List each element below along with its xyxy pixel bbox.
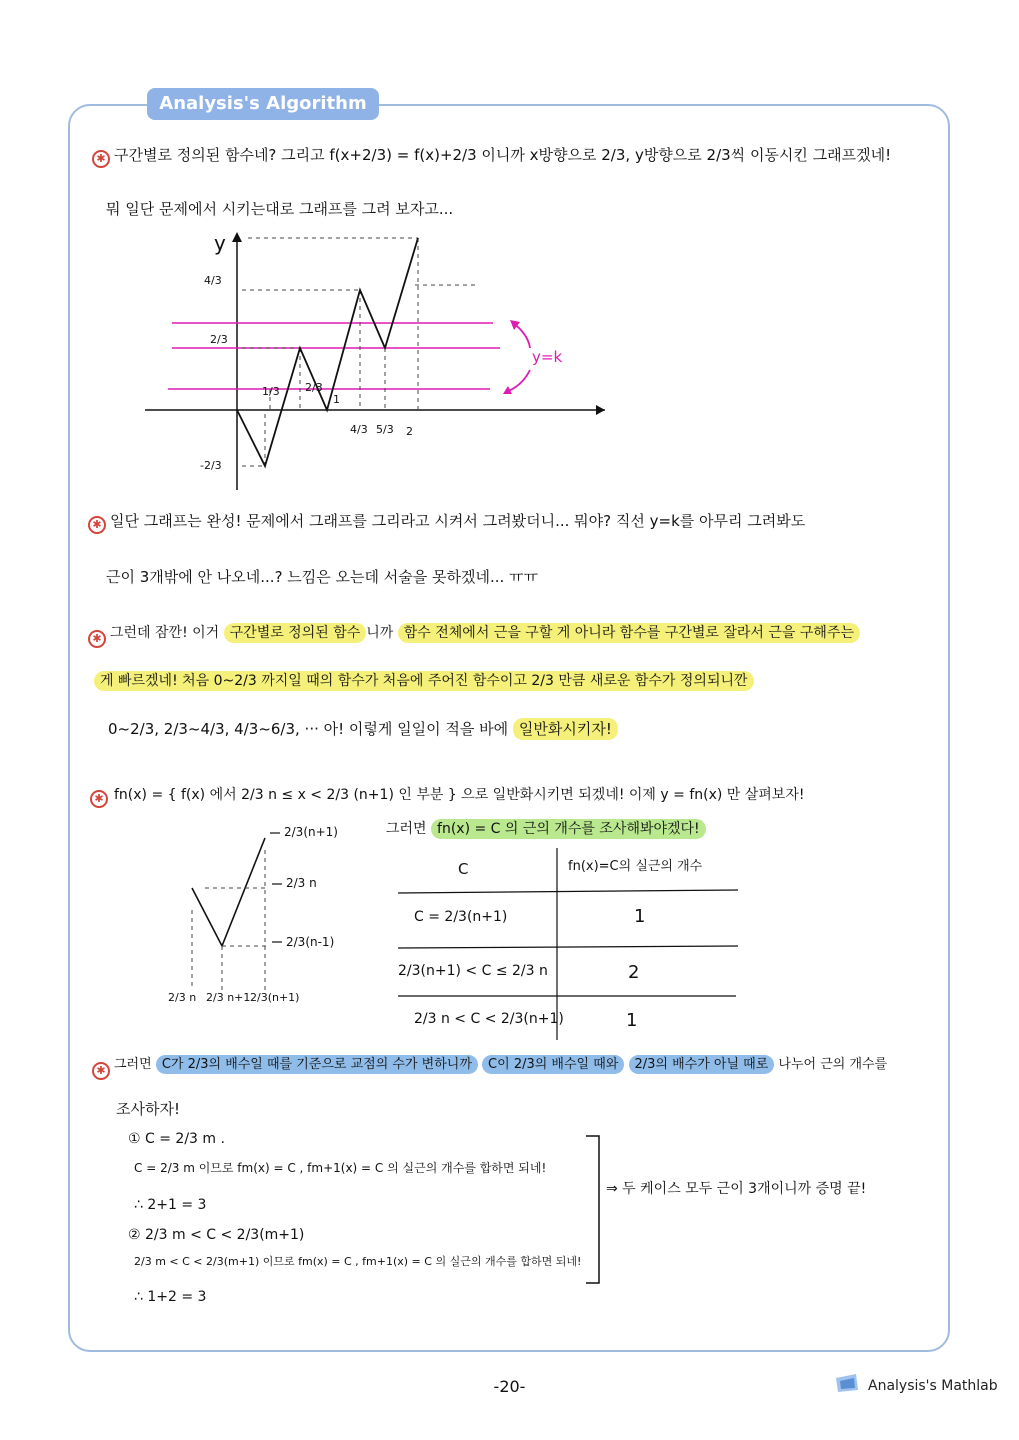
y-label-neg-2-3: -2/3 bbox=[200, 459, 222, 472]
bullet-icon: ✱ bbox=[90, 790, 108, 808]
bullet-icon: ✱ bbox=[88, 630, 106, 648]
x-label-2-3: 2/3 bbox=[305, 381, 323, 394]
text: 나누어 근의 개수를 bbox=[774, 1057, 888, 1072]
highlight-blue: C가 2/3의 배수일 때를 기준으로 교점의 수가 변하니까 bbox=[156, 1055, 478, 1074]
conclusion: ⇒ 두 케이스 모두 근이 3개이니까 증명 끝! bbox=[606, 1181, 867, 1197]
section2-line1: 일단 그래프는 완성! 문제에서 그래프를 그리라고 시켜서 그려봤더니... 뭐야? 직선 y=k를 아무리 그려봐도 bbox=[110, 512, 806, 530]
highlight-yellow: 일반화시키자! bbox=[513, 718, 618, 740]
brand-name: Analysis's Mathlab bbox=[868, 1378, 998, 1394]
highlight-blue: C이 2/3의 배수일 때와 bbox=[482, 1055, 624, 1074]
section-title-tab: Analysis's Algorithm bbox=[147, 88, 379, 120]
text: 그러면 bbox=[386, 821, 427, 837]
x-label-1: 1 bbox=[333, 393, 340, 406]
table-row-2-count: 2 bbox=[628, 962, 640, 983]
bullet-icon: ✱ bbox=[88, 516, 106, 534]
y-label-4-3: 4/3 bbox=[204, 274, 222, 287]
case1-title: ① C = 2/3 m . bbox=[128, 1131, 225, 1147]
mini-label-top: 2/3(n+1) bbox=[284, 825, 338, 839]
section1-line2: 뭐 일단 문제에서 시키는대로 그래프를 그려 보자고... bbox=[106, 200, 454, 218]
case2-title: ② 2/3 m < C < 2/3(m+1) bbox=[128, 1227, 305, 1243]
text: 그러면 bbox=[114, 1057, 156, 1072]
case1-body: C = 2/3 m 이므로 fm(x) = C , fm+1(x) = C 의 실근의 개수를 합하면 되네! bbox=[134, 1161, 547, 1175]
case2-result: ∴ 1+2 = 3 bbox=[134, 1289, 207, 1305]
section4-line1: fn(x) = { f(x) 에서 2/3 n ≤ x < 2/3 (n+1) 인 부분 } 으로 일반화시키면 되겠네! 이제 y = fn(x) 만 살펴보자! bbox=[114, 787, 805, 803]
y-equals-k-annotation: y=k bbox=[532, 348, 563, 366]
section2-line2: 근이 3개밖에 안 나오네...? 느낌은 오는데 서술을 못하겠네... ㅠㅠ bbox=[106, 568, 539, 586]
x-label-2: 2 bbox=[406, 425, 413, 438]
table-header-c: C bbox=[458, 860, 469, 878]
table-row-3-count: 1 bbox=[626, 1010, 638, 1031]
brand-logo-icon bbox=[834, 1372, 860, 1394]
mini-label-mid: 2/3 n bbox=[286, 876, 317, 890]
table-row-1-c: C = 2/3(n+1) bbox=[414, 909, 508, 925]
y-axis-label: y bbox=[214, 231, 226, 255]
highlight-yellow: 게 빠르겠네! 처음 0~2/3 까지일 때의 함수가 처음에 주어진 함수이고 2/3 만큼 새로운 함수가 정의되니깐 bbox=[94, 671, 754, 691]
highlight-yellow: 구간별로 정의된 함수 bbox=[224, 623, 367, 643]
text: 니까 bbox=[366, 625, 398, 641]
y-label-2-3: 2/3 bbox=[210, 333, 228, 346]
x-label-4-3: 4/3 bbox=[350, 423, 368, 436]
text: 그런데 잠깐! 이거 bbox=[110, 625, 224, 641]
page-number: -20- bbox=[493, 1377, 526, 1396]
bullet-icon: ✱ bbox=[92, 150, 110, 168]
mini-x-label-2: 2/3 n+1 bbox=[206, 991, 251, 1004]
case1-result: ∴ 2+1 = 3 bbox=[134, 1197, 207, 1213]
mini-x-label-1: 2/3 n bbox=[168, 991, 197, 1004]
case2-body: 2/3 m < C < 2/3(m+1) 이므로 fm(x) = C , fm+1(x) = C 의 실근의 개수를 합하면 되네! bbox=[134, 1255, 582, 1268]
text: 0~2/3, 2/3~4/3, 4/3~6/3, ··· 아! 이렇게 일일이 적을 바에 bbox=[108, 720, 513, 738]
y-label-1-3: 1/3 bbox=[262, 385, 280, 398]
table-row-2-c: 2/3(n+1) < C ≤ 2/3 n bbox=[398, 963, 548, 979]
section5-line2: 조사하자! bbox=[116, 1100, 180, 1118]
table-header-count: fn(x)=C의 실근의 개수 bbox=[568, 859, 703, 874]
highlight-yellow: 함수 전체에서 근을 구할 게 아니라 함수를 구간별로 잘라서 근을 구해주는 bbox=[398, 623, 860, 643]
highlight-green: fn(x) = C 의 근의 개수를 조사해봐야겠다! bbox=[431, 819, 706, 839]
table-row-3-c: 2/3 n < C < 2/3(n+1) bbox=[414, 1011, 564, 1027]
table-row-1-count: 1 bbox=[634, 906, 646, 927]
mini-label-low: 2/3(n-1) bbox=[286, 935, 335, 949]
mini-x-label-3: 2/3(n+1) bbox=[250, 991, 300, 1004]
highlight-blue: 2/3의 배수가 아닐 때로 bbox=[629, 1055, 775, 1074]
section1-line1: 구간별로 정의된 함수네? 그리고 f(x+2/3) = f(x)+2/3 이니까 x방향으로 2/3, y방향으로 2/3씩 이동시킨 그래프겠네! bbox=[114, 146, 892, 164]
x-label-5-3: 5/3 bbox=[376, 423, 394, 436]
bullet-icon: ✱ bbox=[92, 1062, 110, 1080]
